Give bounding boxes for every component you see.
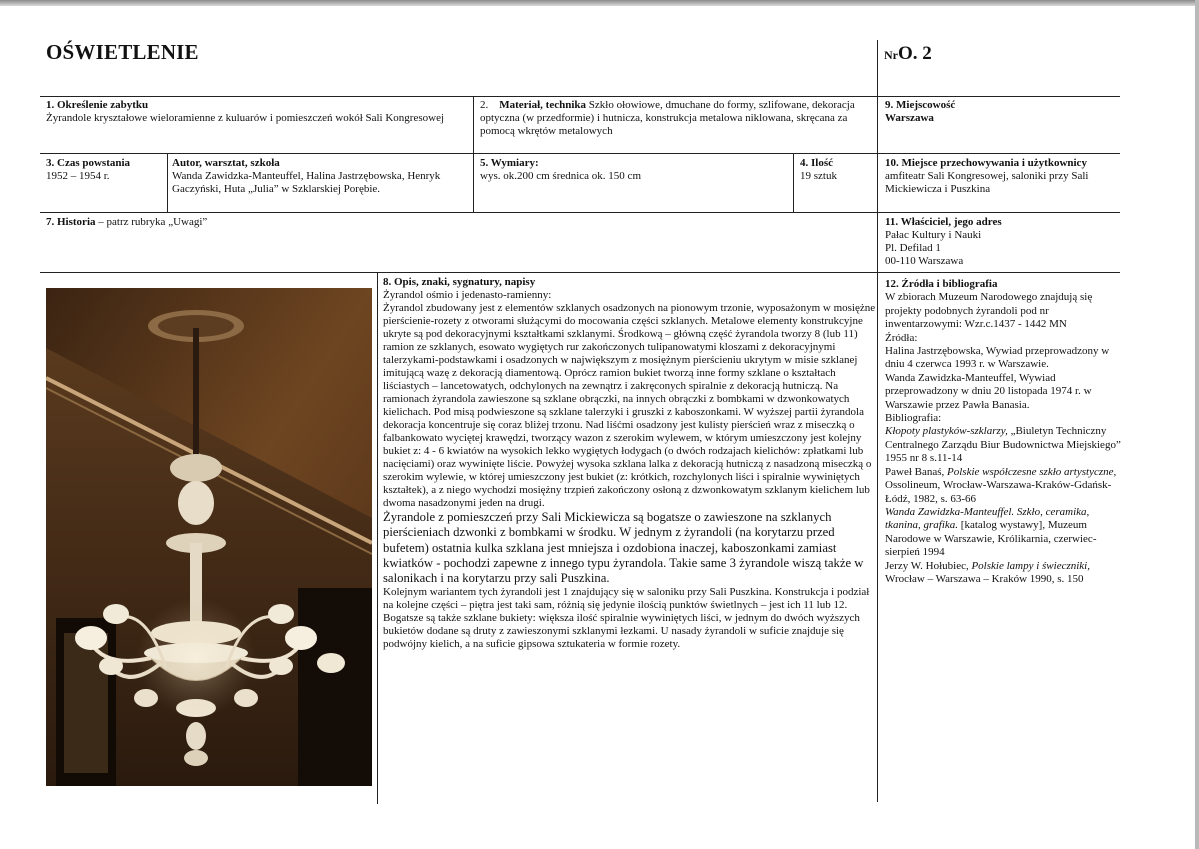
field-date-value: 1952 – 1954 r. <box>46 170 110 182</box>
page-title: OŚWIETLENIE <box>46 40 199 64</box>
field-owner-line2: Pl. Defilad 1 <box>885 242 941 254</box>
rule-row3 <box>40 272 1120 273</box>
field-date-label: 3. Czas powstania <box>46 157 131 169</box>
field-quantity-label: 4. Ilość <box>800 157 833 169</box>
field-location <box>885 99 1115 125</box>
field-description <box>383 276 876 651</box>
bibliography-entry-4-title: Polskie lampy i świeczniki, <box>971 559 1090 572</box>
field-sources <box>885 278 1121 586</box>
field-owner-line3: 00-110 Warszawa <box>885 255 964 267</box>
bibliography-entry-1-rest: „Biuletyn Techniczny Centralnego Zarządu Biur Budownictwa Miejskiego” 1955 nr 8 s.11-14 <box>885 425 1121 465</box>
rule-header <box>40 96 1120 97</box>
description-paragraph-2: Żyrandol zbudowany jest z elementów szklanych osadzonych na pionowym trzonie, wyposażonym w mosiężne pierścienie-rozety z otworami służącymi do mocowania części szklanych. Metalowe elementy konstrukcyjne ukryte są pod dekoracyjnymi kształtkami szklanymi. Środkową – główną część żyrandola tworzy 8 (lub 11) ramion ze szklanych, esowato wygiętych rur zakończonych tulipanowatymi kloszami z dekoracyjnymi talerzykami-podstawkami i osadzonych w największym z mosiężnym pierścieniu ukrytym w misie szklanej imitującą wazę z dekoracją diamentową. Oprócz ramion bukiet tworzą inne formy szklane o kształtach liściastych – lancetowatych, odchylonych na zewnątrz i zakręconych spiralnie z dekoracją hutniczą. Na ramionach żyrandola zawieszone są szklane obrączki, na innych obrączki z bombkami w dzwonkowatych kielichach. Pod misą podwieszone są szklane talerzyki i gruszki z kaboszonkami. W wyższej partii żyrandola dekoracja koncentruje się coraz bliżej trzonu. Nad liśćmi osadzony jest kulisty pierścień wraz z miseczką o falbankowato wyciętej krawędzi, tworzący wazon z szerokim wylewem, w którym umieszczony jest kolejny bukiet z: 4 - 6 kwiatów na wysokich lekko wygiętych łodygach (o dwóch rodzajach kielichów: zpłatkami lub nacięciami) oraz wywinięte liście. Powyżej wysoka szklana lalka z dekoracją hutniczą z nasadzoną miseczką o szerokim wylewie, w której umieszczony jest bukiet (z: krótkich, rozchylonych liści i spiralnie wywiniętych kształtek), a z niego wychodzi mosiężny trzpień zakończony osłoną z dzwonkowatym szklanym kielichem lub dwoma nasadzonymi jeden na drugi. <box>383 302 876 509</box>
field-owner-label: 11. Właściciel, jego adres <box>885 216 1002 228</box>
field-location-label: 9. Miejscowość <box>885 99 956 111</box>
source-interview-1: Halina Jastrzębowska, Wywiad przeprowadzony w dniu 4 czerwca 1993 r. w Warszawie. <box>885 345 1110 371</box>
sources-heading: Źródła: <box>885 331 918 344</box>
scan-edge-right <box>1195 0 1199 849</box>
field-material-num: 2. <box>480 99 489 111</box>
record-number-prefix: Nr <box>884 48 898 62</box>
field-quantity-value: 19 sztuk <box>800 170 837 182</box>
bibliography-entry-2-title: Polskie współczesne szkło artystyczne, <box>947 465 1117 478</box>
bibliography-entry-3 <box>885 506 1121 560</box>
bibliography-entry-1-title: Kłopoty plastyków-szklarzy, <box>885 425 1008 438</box>
field-object-name <box>46 99 466 125</box>
field-dimensions-value: wys. ok.200 cm średnica ok. 150 cm <box>480 170 641 182</box>
sources-note: W zbiorach Muzeum Narodowego znajdują się projekty podobnych żyrandoli pod nr inwentarzowymi: Wzr.c.1437 - 1442 MN <box>885 291 1093 331</box>
description-paragraph-4: Kolejnym wariantem tych żyrandoli jest 1 znajdujący się w saloniku przy Sali Puszkina. Konstrukcja i podział na kolejne części – piętra jest taki sam, różnią się jedynie ilością punktów świetlnych – jest ich 11 lub 12. Bogatsze są także szklane bukiety: większa ilość spiralnie wywiniętych liści, w jednym do dwóch wyższych bukietów dodane są druty z zawieszonymi szklanymi łezkami. U nasady żyrandoli w suficie znajduje się podwójny kielich, a na suficie gipsowa sztukateria w formie rozety. <box>383 586 870 651</box>
bibliography-entry-3-rest: [katalog wystawy], Muzeum Narodowe w Warszawie, Królikarnia, czerwiec-sierpień 1994 <box>885 519 1097 559</box>
field-dimensions-label: 5. Wymiary: <box>480 157 539 169</box>
bibliography-entry-1 <box>885 425 1121 465</box>
source-interview-2: Wanda Zawidzka-Manteuffel, Wywiad przeprowadzony w dniu 20 listopada 1974 r. w Warszawie przez Pawła Banasia. <box>885 371 1092 411</box>
bibliography-entry-4-author: Jerzy W. Hołubiec, <box>885 559 972 572</box>
field-author-value: Wanda Zawidzka-Manteuffel, Halina Jastrzębowska, Henryk Gaczyński, Huta „Julia” w Szklarskiej Porębie. <box>172 170 441 195</box>
field-object-name-label: 1. Określenie zabytku <box>46 99 149 111</box>
field-material <box>480 99 872 138</box>
field-material-value: Szkło ołowiowe, dmuchane do formy, szlifowane, dekoracja optyczna (w przedformie) i hutnicza, konstrukcja metalowa niklowana, skręcana za pomocą wkrętów metalowych <box>480 99 855 137</box>
rule-row1 <box>40 153 1120 154</box>
field-history-value: – patrz rubryka „Uwagi” <box>95 216 208 228</box>
record-number-value: O. 2 <box>898 43 932 64</box>
field-description-label: 8. Opis, znaki, sygnatury, napisy <box>383 276 536 288</box>
field-storage <box>885 157 1117 196</box>
field-storage-label: 10. Miejsce przechowywania i użytkownicy <box>885 157 1087 169</box>
bibliography-entry-4 <box>885 560 1121 587</box>
field-dimensions <box>480 157 788 183</box>
field-location-value: Warszawa <box>885 112 934 124</box>
rule-col-mid <box>473 96 474 212</box>
field-sources-label: 12. Źródła i bibliografia <box>885 278 998 290</box>
field-material-label: Materiał, technika <box>499 99 587 111</box>
bibliography-entry-4-rest: Wrocław – Warszawa – Kraków 1990, s. 150 <box>885 572 1084 585</box>
bibliography-entry-2-rest: Ossolineum, Wrocław-Warszawa-Kraków-Gdańsk-Łódź, 1982, s. 63-66 <box>885 479 1112 505</box>
field-object-name-value: Żyrandole kryształowe wieloramienne z kuluarów i pomieszczeń wokół Sali Kongresowej <box>46 112 445 124</box>
description-paragraph-1: Żyrandol ośmio i jedenasto-ramienny: <box>383 289 552 301</box>
chandelier-photo <box>46 288 372 786</box>
field-date <box>46 157 164 183</box>
field-history <box>46 216 866 229</box>
bibliography-entry-2 <box>885 466 1121 506</box>
rule-col-desc <box>377 272 378 804</box>
field-author <box>172 157 469 196</box>
rule-col-author <box>167 153 168 212</box>
rule-col-qty <box>793 153 794 212</box>
field-quantity <box>800 157 874 183</box>
field-owner-line1: Pałac Kultury i Nauki <box>885 229 982 241</box>
bibliography-entry-2-author: Paweł Banaś, <box>885 465 948 478</box>
field-history-label: 7. Historia <box>46 216 96 228</box>
field-storage-value: amfiteatr Sali Kongresowej, saloniki przy Sali Mickiewicza i Puszkina <box>885 170 1089 195</box>
bibliography-heading: Bibliografia: <box>885 412 942 425</box>
record-number <box>884 43 932 65</box>
description-paragraph-3: Żyrandole z pomieszczeń przy Sali Mickiewicza są bogatsze o zawieszone na szklanych pierścieniach dzwonki z bombkami w środku. W jednym z żyrandoli (na korytarzu przed bufetem) ostatnia kulka szklana jest mniejsza i ozdobiona inaczej, kaboszonkami zamiast kwiatków - pochodzi zapewne z innego typu żyrandola. Takie same 3 żyrandole wiszą także w salonikach i na korytarzu przy sali Puszkina. <box>383 510 864 586</box>
bibliography-entry-3-title: Wanda Zawidzka-Manteuffel. Szkło, ceramika, tkanina, grafika. <box>885 505 1090 532</box>
scan-edge-top <box>0 0 1199 6</box>
rule-col-main <box>877 40 878 802</box>
rule-row2 <box>40 212 1120 213</box>
field-author-label: Autor, warsztat, szkoła <box>172 157 280 169</box>
field-owner <box>885 216 1117 268</box>
